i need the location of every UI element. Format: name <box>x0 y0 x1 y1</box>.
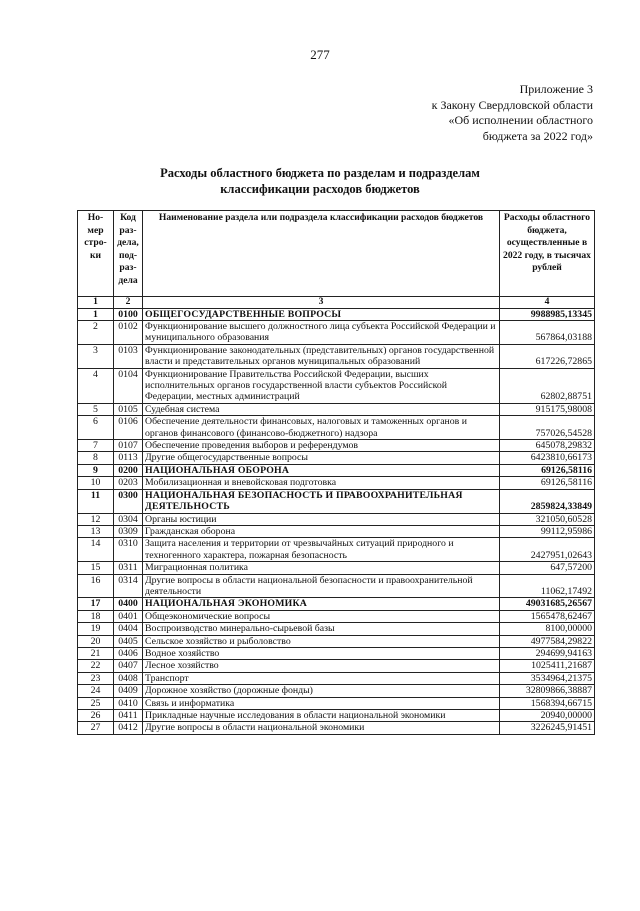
row-code: 0100 <box>114 308 143 320</box>
row-name: Защита населения и территории от чрезвычайных ситуаций природного и техногенного характера, пожарная безопасность <box>143 538 500 562</box>
column-number: 1 <box>78 297 114 309</box>
row-value: 1565478,62467 <box>500 610 595 622</box>
row-number: 18 <box>78 610 114 622</box>
table-row <box>78 722 595 734</box>
row-value: 2859824,33849 <box>500 489 595 513</box>
row-number: 1 <box>78 308 114 320</box>
row-code: 0406 <box>114 647 143 659</box>
row-code: 0411 <box>114 710 143 722</box>
column-number: 3 <box>143 297 500 309</box>
table-row <box>78 440 595 452</box>
row-name: Функционирование Правительства Российской Федерации, высших исполнительных органов государственной власти субъектов Российской Федерации, местных администраций <box>143 368 500 403</box>
table-row <box>78 635 595 647</box>
table-section-row <box>78 464 595 476</box>
table-row <box>78 574 595 598</box>
table-row <box>78 416 595 440</box>
row-value: 321050,60528 <box>500 513 595 525</box>
table-header-row <box>78 211 595 297</box>
table-row <box>78 538 595 562</box>
row-value: 99112,95986 <box>500 525 595 537</box>
row-value: 294699,94163 <box>500 647 595 659</box>
table-row <box>78 672 595 684</box>
row-number: 15 <box>78 562 114 574</box>
table-section-row <box>78 308 595 320</box>
row-code: 0405 <box>114 635 143 647</box>
row-code: 0314 <box>114 574 143 598</box>
row-number: 6 <box>78 416 114 440</box>
table-row <box>78 562 595 574</box>
row-code: 0304 <box>114 513 143 525</box>
row-code: 0412 <box>114 722 143 734</box>
row-number: 2 <box>78 321 114 345</box>
row-name: НАЦИОНАЛЬНАЯ БЕЗОПАСНОСТЬ И ПРАВООХРАНИТЕЛЬНАЯ ДЕЯТЕЛЬНОСТЬ <box>143 489 500 513</box>
appendix-line: к Закону Свердловской области <box>431 97 593 112</box>
row-code: 0400 <box>114 598 143 610</box>
row-name: Водное хозяйство <box>143 647 500 659</box>
row-number: 24 <box>78 685 114 697</box>
table-row <box>78 321 595 345</box>
row-code: 0106 <box>114 416 143 440</box>
row-name: НАЦИОНАЛЬНАЯ ЭКОНОМИКА <box>143 598 500 610</box>
table-row <box>78 452 595 464</box>
row-value: 32809866,38887 <box>500 685 595 697</box>
row-number: 13 <box>78 525 114 537</box>
row-number: 14 <box>78 538 114 562</box>
row-name: ОБЩЕГОСУДАРСТВЕННЫЕ ВОПРОСЫ <box>143 308 500 320</box>
row-code: 0104 <box>114 368 143 403</box>
row-code: 0107 <box>114 440 143 452</box>
row-code: 0310 <box>114 538 143 562</box>
row-code: 0408 <box>114 672 143 684</box>
row-value: 3226245,91451 <box>500 722 595 734</box>
row-value: 8100,00000 <box>500 623 595 635</box>
row-value: 647,57200 <box>500 562 595 574</box>
row-code: 0409 <box>114 685 143 697</box>
row-number: 12 <box>78 513 114 525</box>
row-value: 69126,58116 <box>500 464 595 476</box>
row-number: 7 <box>78 440 114 452</box>
row-number: 4 <box>78 368 114 403</box>
row-code: 0407 <box>114 660 143 672</box>
header-value: Расходы областного бюджета, осуществленные в 2022 году, в тысячах рублей <box>500 211 595 297</box>
table-row <box>78 610 595 622</box>
row-name: Мобилизационная и вневойсковая подготовка <box>143 477 500 489</box>
row-name: Гражданская оборона <box>143 525 500 537</box>
row-number: 27 <box>78 722 114 734</box>
appendix-line: Приложение 3 <box>519 82 593 96</box>
row-name: Общеэкономические вопросы <box>143 610 500 622</box>
row-value: 757026,54528 <box>500 416 595 440</box>
row-code: 0113 <box>114 452 143 464</box>
row-value: 567864,03188 <box>500 321 595 345</box>
row-number: 21 <box>78 647 114 659</box>
row-code: 0309 <box>114 525 143 537</box>
row-code: 0311 <box>114 562 143 574</box>
page-number: 277 <box>310 47 330 62</box>
row-value: 645078,29832 <box>500 440 595 452</box>
row-number: 25 <box>78 697 114 709</box>
table-row <box>78 647 595 659</box>
row-number: 17 <box>78 598 114 610</box>
row-number: 10 <box>78 477 114 489</box>
row-code: 0102 <box>114 321 143 345</box>
row-name: Связь и информатика <box>143 697 500 709</box>
appendix-note <box>432 82 593 144</box>
row-number: 19 <box>78 623 114 635</box>
row-name: Функционирование законодательных (представительных) органов государственной власти и представительных органов муниципальных образований <box>143 344 500 368</box>
row-value: 62802,88751 <box>500 368 595 403</box>
row-name: Воспроизводство минерально-сырьевой базы <box>143 623 500 635</box>
row-number: 11 <box>78 489 114 513</box>
appendix-line: бюджета за 2022 год» <box>482 128 593 143</box>
row-name: Другие вопросы в области национальной экономики <box>143 722 500 734</box>
row-name: Дорожное хозяйство (дорожные фонды) <box>143 685 500 697</box>
row-value: 915175,98008 <box>500 403 595 415</box>
row-name: Лесное хозяйство <box>143 660 500 672</box>
title-line: Расходы областного бюджета по разделам и подразделам <box>160 166 480 180</box>
row-name: Транспорт <box>143 672 500 684</box>
row-code: 0103 <box>114 344 143 368</box>
row-number: 5 <box>78 403 114 415</box>
row-code: 0200 <box>114 464 143 476</box>
row-name: Сельское хозяйство и рыболовство <box>143 635 500 647</box>
row-name: НАЦИОНАЛЬНАЯ ОБОРОНА <box>143 464 500 476</box>
row-value: 1568394,66715 <box>500 697 595 709</box>
row-code: 0410 <box>114 697 143 709</box>
row-number: 22 <box>78 660 114 672</box>
header-row-number: Но-мер стро-ки <box>78 211 114 297</box>
row-name: Прикладные научные исследования в области национальной экономики <box>143 710 500 722</box>
expenditure-table <box>77 210 595 735</box>
table-section-row <box>78 598 595 610</box>
row-number: 20 <box>78 635 114 647</box>
row-name: Судебная система <box>143 403 500 415</box>
row-number: 8 <box>78 452 114 464</box>
row-value: 6423810,66173 <box>500 452 595 464</box>
appendix-line: «Об исполнении областного <box>448 113 593 127</box>
row-name: Другие вопросы в области национальной безопасности и правоохранительной деятельности <box>143 574 500 598</box>
row-value: 11062,17492 <box>500 574 595 598</box>
row-code: 0300 <box>114 489 143 513</box>
title-line: классификации расходов бюджетов <box>220 182 420 196</box>
row-value: 9988985,13345 <box>500 308 595 320</box>
document-title <box>0 165 640 197</box>
column-number: 2 <box>114 297 143 309</box>
table-section-row <box>78 489 595 513</box>
row-name: Другие общегосударственные вопросы <box>143 452 500 464</box>
row-code: 0203 <box>114 477 143 489</box>
row-value: 69126,58116 <box>500 477 595 489</box>
table-row <box>78 403 595 415</box>
table-body <box>78 308 595 734</box>
row-value: 49031685,26567 <box>500 598 595 610</box>
row-number: 26 <box>78 710 114 722</box>
table-row <box>78 525 595 537</box>
table-row <box>78 623 595 635</box>
table-row <box>78 685 595 697</box>
row-code: 0404 <box>114 623 143 635</box>
row-code: 0401 <box>114 610 143 622</box>
table-row <box>78 660 595 672</box>
row-value: 617226,72865 <box>500 344 595 368</box>
table-row <box>78 697 595 709</box>
row-number: 3 <box>78 344 114 368</box>
header-code: Код раз-дела, под-раз-дела <box>114 211 143 297</box>
header-name: Наименование раздела или подраздела классификации расходов бюджетов <box>143 211 500 297</box>
table-row <box>78 368 595 403</box>
row-value: 4977584,29822 <box>500 635 595 647</box>
table-row <box>78 344 595 368</box>
row-name: Функционирование высшего должностного лица субъекта Российской Федерации и муниципального образования <box>143 321 500 345</box>
row-name: Органы юстиции <box>143 513 500 525</box>
table-row <box>78 513 595 525</box>
row-value: 1025411,21687 <box>500 660 595 672</box>
row-name: Обеспечение проведения выборов и референдумов <box>143 440 500 452</box>
row-code: 0105 <box>114 403 143 415</box>
row-name: Обеспечение деятельности финансовых, налоговых и таможенных органов и органов финансового (финансово-бюджетного) надзора <box>143 416 500 440</box>
row-number: 23 <box>78 672 114 684</box>
row-number: 16 <box>78 574 114 598</box>
column-number-row <box>78 297 595 309</box>
column-number: 4 <box>500 297 595 309</box>
row-value: 20940,00000 <box>500 710 595 722</box>
row-number: 9 <box>78 464 114 476</box>
row-value: 2427951,02643 <box>500 538 595 562</box>
row-name: Миграционная политика <box>143 562 500 574</box>
row-value: 3534964,21375 <box>500 672 595 684</box>
table-row <box>78 710 595 722</box>
table-row <box>78 477 595 489</box>
